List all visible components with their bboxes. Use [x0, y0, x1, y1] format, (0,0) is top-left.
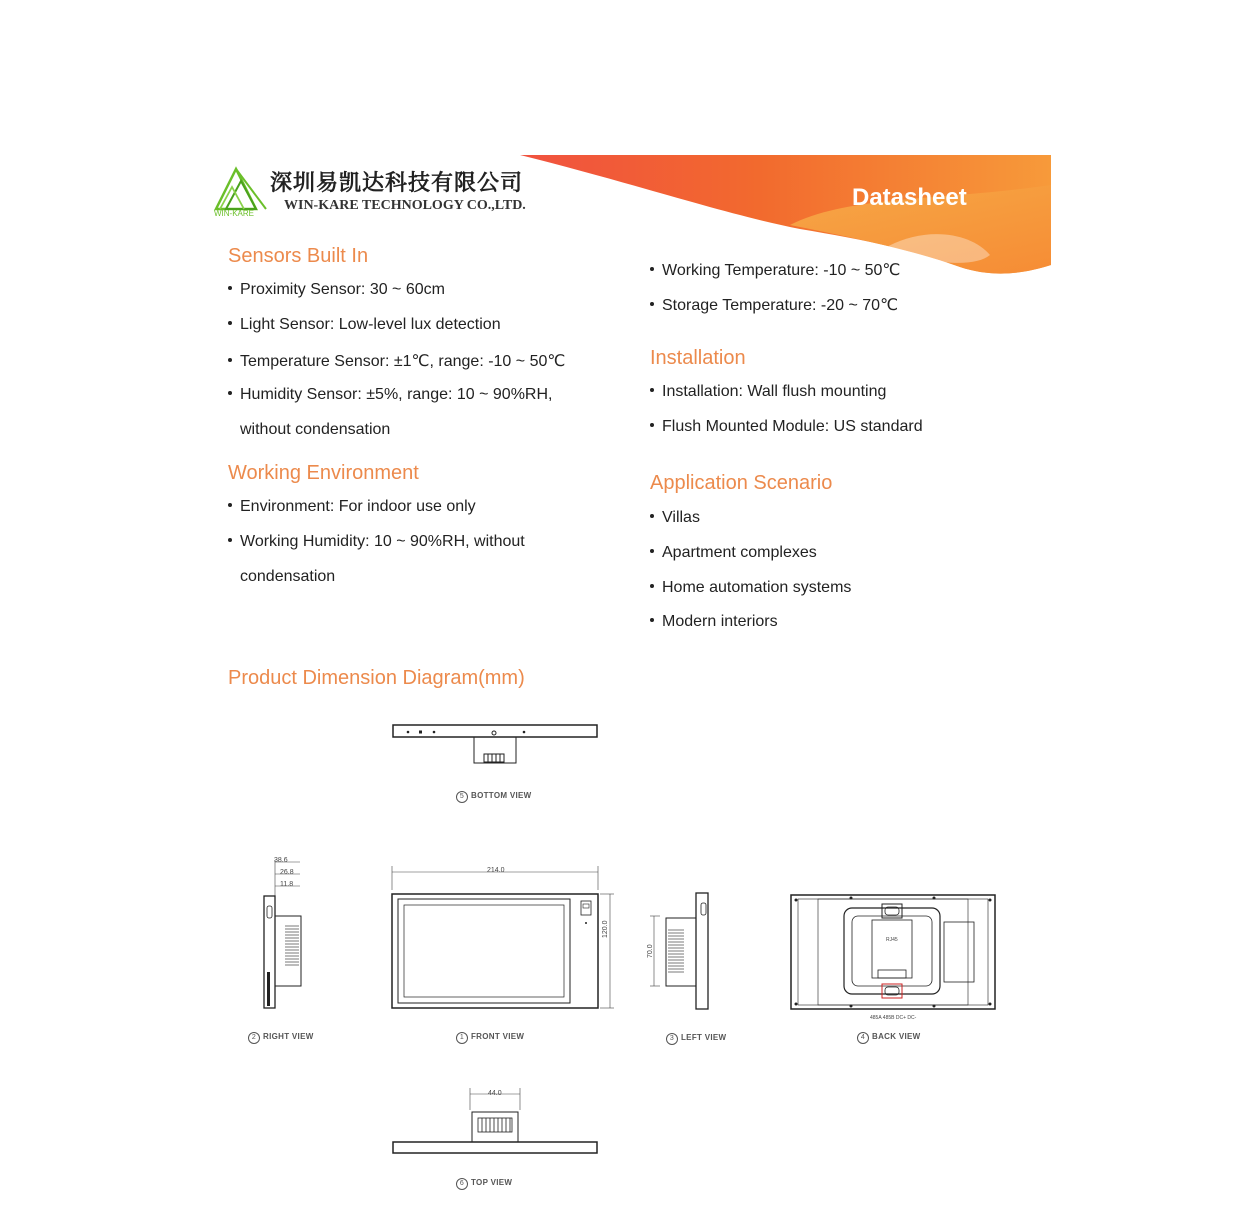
list-item: Temperature Sensor: ±1℃, range: -10 ~ 50℃	[228, 351, 565, 371]
logo-text: WIN-KARE	[214, 209, 254, 218]
dimension-label: 11.8	[280, 881, 294, 888]
dimension-label: 26.8	[280, 869, 294, 876]
working-environment-heading: Working Environment	[228, 462, 419, 484]
header-banner	[520, 155, 1051, 277]
list-item: Light Sensor: Low-level lux detection	[228, 316, 501, 334]
front-view-label: 1 FRONT VIEW	[456, 1032, 524, 1044]
list-item: Home automation systems	[650, 579, 851, 597]
top-view-label: 6 TOP VIEW	[456, 1178, 512, 1190]
list-item: Environment: For indoor use only	[228, 498, 476, 516]
sensors-heading: Sensors Built In	[228, 245, 369, 267]
installation-heading: Installation	[650, 347, 746, 369]
left-view-label: 3 LEFT VIEW	[666, 1033, 726, 1045]
back-connector-labels: 485A 485B DC+ DC-	[870, 1015, 917, 1021]
dimension-label: 120.0	[602, 920, 609, 938]
list-item: Working Temperature: -10 ~ 50℃	[650, 260, 900, 280]
list-item-continuation: condensation	[240, 568, 336, 585]
left-view-drawing	[646, 888, 716, 1014]
list-item: Flush Mounted Module: US standard	[650, 418, 923, 436]
front-view-drawing	[388, 862, 620, 1014]
back-view-label: 4 BACK VIEW	[857, 1032, 920, 1044]
company-name-english: WIN-KARE TECHNOLOGY CO.,LTD.	[284, 198, 526, 213]
list-item: Humidity Sensor: ±5%, range: 10 ~ 90%RH,	[228, 386, 552, 404]
list-item: Modern interiors	[650, 613, 778, 631]
company-logo	[214, 165, 268, 211]
right-view-drawing	[255, 856, 305, 1014]
application-heading: Application Scenario	[650, 472, 833, 494]
bottom-view-drawing	[390, 722, 602, 768]
dimension-label: 70.0	[647, 944, 654, 958]
list-item: Apartment complexes	[650, 544, 817, 562]
list-item: Villas	[650, 509, 700, 527]
dimension-label: 214.0	[487, 867, 505, 874]
diagram-heading: Product Dimension Diagram(mm)	[228, 667, 525, 689]
datasheet-title: Datasheet	[852, 184, 967, 211]
dimension-label: 44.0	[488, 1090, 502, 1097]
list-item: Installation: Wall flush mounting	[650, 383, 886, 401]
back-view-drawing	[788, 890, 998, 1014]
dimension-label: 38.6	[274, 857, 288, 864]
company-name-chinese: 深圳易凯达科技有限公司	[270, 170, 524, 196]
list-item-continuation: without condensation	[240, 421, 391, 438]
right-view-label: 2 RIGHT VIEW	[248, 1032, 314, 1044]
list-item: Storage Temperature: -20 ~ 70℃	[650, 295, 898, 315]
bottom-view-label: 5 BOTTOM VIEW	[456, 791, 531, 803]
list-item: Working Humidity: 10 ~ 90%RH, without	[228, 533, 525, 551]
list-item: Proximity Sensor: 30 ~ 60cm	[228, 281, 445, 299]
rj45-label: RJ45	[886, 937, 898, 943]
